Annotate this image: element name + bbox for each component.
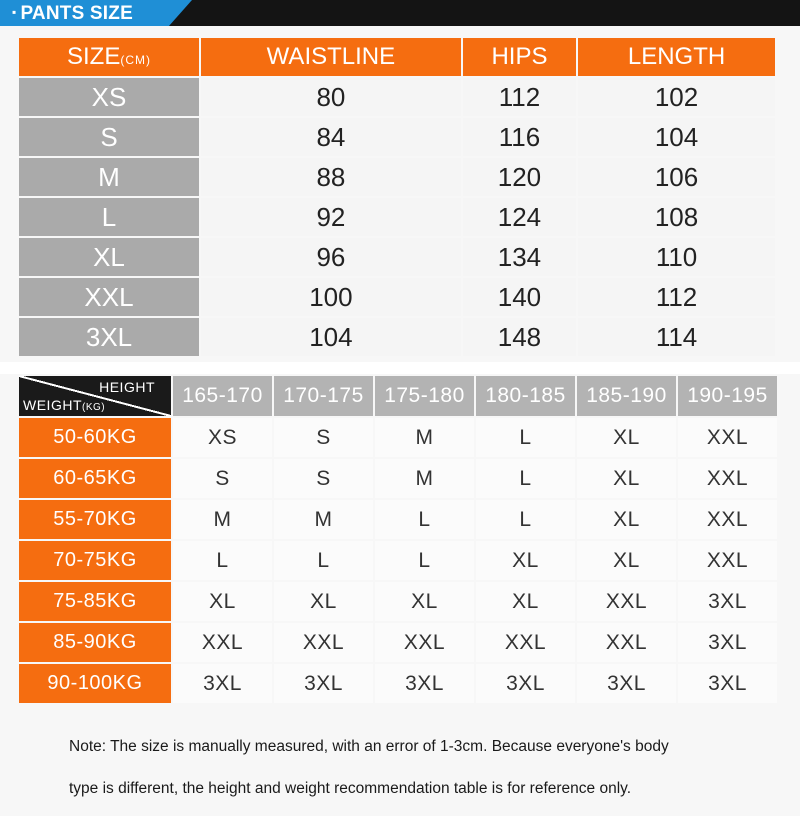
recommended-size-cell: 3XL bbox=[476, 664, 575, 703]
recommended-size-cell: XL bbox=[274, 582, 373, 621]
height-range-header: 190-195 bbox=[678, 376, 777, 416]
page-title-text: PANTS SIZE bbox=[20, 3, 133, 24]
weight-range-cell: 70-75KG bbox=[19, 541, 171, 580]
height-weight-corner-cell bbox=[19, 376, 171, 416]
weight-corner-unit: (KG) bbox=[82, 402, 106, 413]
height-range-header: 165-170 bbox=[173, 376, 272, 416]
recommended-size-cell: 3XL bbox=[678, 623, 777, 662]
weight-row bbox=[19, 500, 777, 539]
waistline-cell: 92 bbox=[201, 198, 461, 236]
recommended-size-cell: L bbox=[476, 500, 575, 539]
waistline-cell: 100 bbox=[201, 278, 461, 316]
waistline-cell: 84 bbox=[201, 118, 461, 156]
recommended-size-cell: M bbox=[375, 418, 474, 457]
size-table-row bbox=[19, 78, 775, 116]
recommended-size-cell: L bbox=[274, 541, 373, 580]
bullet-icon: ▪ bbox=[12, 5, 17, 19]
size-unit-label: (CM) bbox=[120, 53, 151, 67]
weight-row bbox=[19, 541, 777, 580]
recommended-size-cell: L bbox=[375, 541, 474, 580]
weight-row bbox=[19, 459, 777, 498]
note-line-1: Note: The size is manually measured, with an error of 1-3cm. Because everyone's body bbox=[69, 738, 669, 755]
recommended-size-cell: M bbox=[375, 459, 474, 498]
recommended-size-cell: XL bbox=[173, 582, 272, 621]
recommended-size-cell: S bbox=[274, 418, 373, 457]
waistline-cell: 88 bbox=[201, 158, 461, 196]
height-header-row bbox=[19, 376, 777, 416]
size-header-label: SIZE bbox=[67, 43, 121, 70]
weight-range-cell: 90-100KG bbox=[19, 664, 171, 703]
weight-range-cell: 60-65KG bbox=[19, 459, 171, 498]
length-cell: 102 bbox=[578, 78, 775, 116]
recommended-size-cell: 3XL bbox=[173, 664, 272, 703]
recommended-size-cell: L bbox=[476, 459, 575, 498]
height-range-header: 175-180 bbox=[375, 376, 474, 416]
recommended-size-cell: XL bbox=[577, 500, 676, 539]
recommended-size-cell: XXL bbox=[678, 418, 777, 457]
recommended-size-cell: XXL bbox=[476, 623, 575, 662]
hips-cell: 120 bbox=[463, 158, 576, 196]
size-table-row bbox=[19, 318, 775, 356]
recommended-size-cell: XL bbox=[476, 582, 575, 621]
size-cell: XL bbox=[19, 238, 199, 276]
hips-cell: 112 bbox=[463, 78, 576, 116]
waistline-column-header: WAISTLINE bbox=[201, 38, 461, 76]
size-cell: S bbox=[19, 118, 199, 156]
waistline-cell: 80 bbox=[201, 78, 461, 116]
weight-row bbox=[19, 582, 777, 621]
recommended-size-cell: XXL bbox=[678, 459, 777, 498]
waistline-cell: 104 bbox=[201, 318, 461, 356]
size-cell: M bbox=[19, 158, 199, 196]
hips-cell: 124 bbox=[463, 198, 576, 236]
recommended-size-cell: XXL bbox=[678, 541, 777, 580]
weight-row bbox=[19, 623, 777, 662]
height-range-header: 170-175 bbox=[274, 376, 373, 416]
recommended-size-cell: M bbox=[274, 500, 373, 539]
recommended-size-cell: M bbox=[173, 500, 272, 539]
recommended-size-cell: XXL bbox=[173, 623, 272, 662]
section-divider bbox=[0, 362, 800, 374]
size-table-row bbox=[19, 118, 775, 156]
title-bar bbox=[0, 0, 800, 26]
size-table-row bbox=[19, 198, 775, 236]
length-cell: 114 bbox=[578, 318, 775, 356]
recommended-size-cell: 3XL bbox=[577, 664, 676, 703]
hips-column-header: HIPS bbox=[463, 38, 576, 76]
weight-row bbox=[19, 664, 777, 703]
recommended-size-cell: 3XL bbox=[274, 664, 373, 703]
size-cell: 3XL bbox=[19, 318, 199, 356]
recommended-size-cell: 3XL bbox=[678, 582, 777, 621]
size-table-header-row bbox=[19, 38, 775, 76]
recommended-size-cell: S bbox=[173, 459, 272, 498]
hips-cell: 116 bbox=[463, 118, 576, 156]
weight-range-cell: 55-70KG bbox=[19, 500, 171, 539]
note-line-2: type is different, the height and weight recommendation table is for reference only. bbox=[69, 780, 632, 797]
size-table-row bbox=[19, 158, 775, 196]
hips-cell: 134 bbox=[463, 238, 576, 276]
length-cell: 104 bbox=[578, 118, 775, 156]
weight-range-cell: 75-85KG bbox=[19, 582, 171, 621]
size-column-header bbox=[19, 38, 199, 76]
height-range-header: 180-185 bbox=[476, 376, 575, 416]
length-cell: 108 bbox=[578, 198, 775, 236]
size-cell: L bbox=[19, 198, 199, 236]
size-table-row bbox=[19, 278, 775, 316]
weight-range-cell: 50-60KG bbox=[19, 418, 171, 457]
recommended-size-cell: XXL bbox=[678, 500, 777, 539]
height-range-header: 185-190 bbox=[577, 376, 676, 416]
recommended-size-cell: XL bbox=[577, 459, 676, 498]
recommended-size-cell: XL bbox=[375, 582, 474, 621]
weight-corner-text: WEIGHT bbox=[23, 397, 82, 413]
hips-cell: 148 bbox=[463, 318, 576, 356]
length-column-header: LENGTH bbox=[578, 38, 775, 76]
weight-row bbox=[19, 418, 777, 457]
waistline-cell: 96 bbox=[201, 238, 461, 276]
recommended-size-cell: XXL bbox=[577, 582, 676, 621]
recommended-size-cell: XL bbox=[577, 418, 676, 457]
hips-cell: 140 bbox=[463, 278, 576, 316]
recommended-size-cell: XXL bbox=[274, 623, 373, 662]
size-cell: XS bbox=[19, 78, 199, 116]
recommended-size-cell: L bbox=[173, 541, 272, 580]
recommended-size-cell: L bbox=[375, 500, 474, 539]
size-table-row bbox=[19, 238, 775, 276]
recommended-size-cell: XXL bbox=[375, 623, 474, 662]
recommended-size-cell: 3XL bbox=[678, 664, 777, 703]
length-cell: 106 bbox=[578, 158, 775, 196]
weight-corner-label bbox=[23, 397, 105, 413]
recommended-size-cell: XS bbox=[173, 418, 272, 457]
size-note bbox=[69, 732, 769, 816]
recommended-size-cell: XL bbox=[476, 541, 575, 580]
page-title bbox=[12, 3, 133, 25]
size-cell: XXL bbox=[19, 278, 199, 316]
pants-size-table bbox=[17, 36, 777, 358]
length-cell: 112 bbox=[578, 278, 775, 316]
height-corner-label: HEIGHT bbox=[99, 379, 155, 395]
weight-range-cell: 85-90KG bbox=[19, 623, 171, 662]
recommended-size-cell: XXL bbox=[577, 623, 676, 662]
recommended-size-cell: S bbox=[274, 459, 373, 498]
recommended-size-cell: L bbox=[476, 418, 575, 457]
recommended-size-cell: 3XL bbox=[375, 664, 474, 703]
length-cell: 110 bbox=[578, 238, 775, 276]
height-weight-recommendation-table bbox=[17, 374, 779, 705]
recommended-size-cell: XL bbox=[577, 541, 676, 580]
